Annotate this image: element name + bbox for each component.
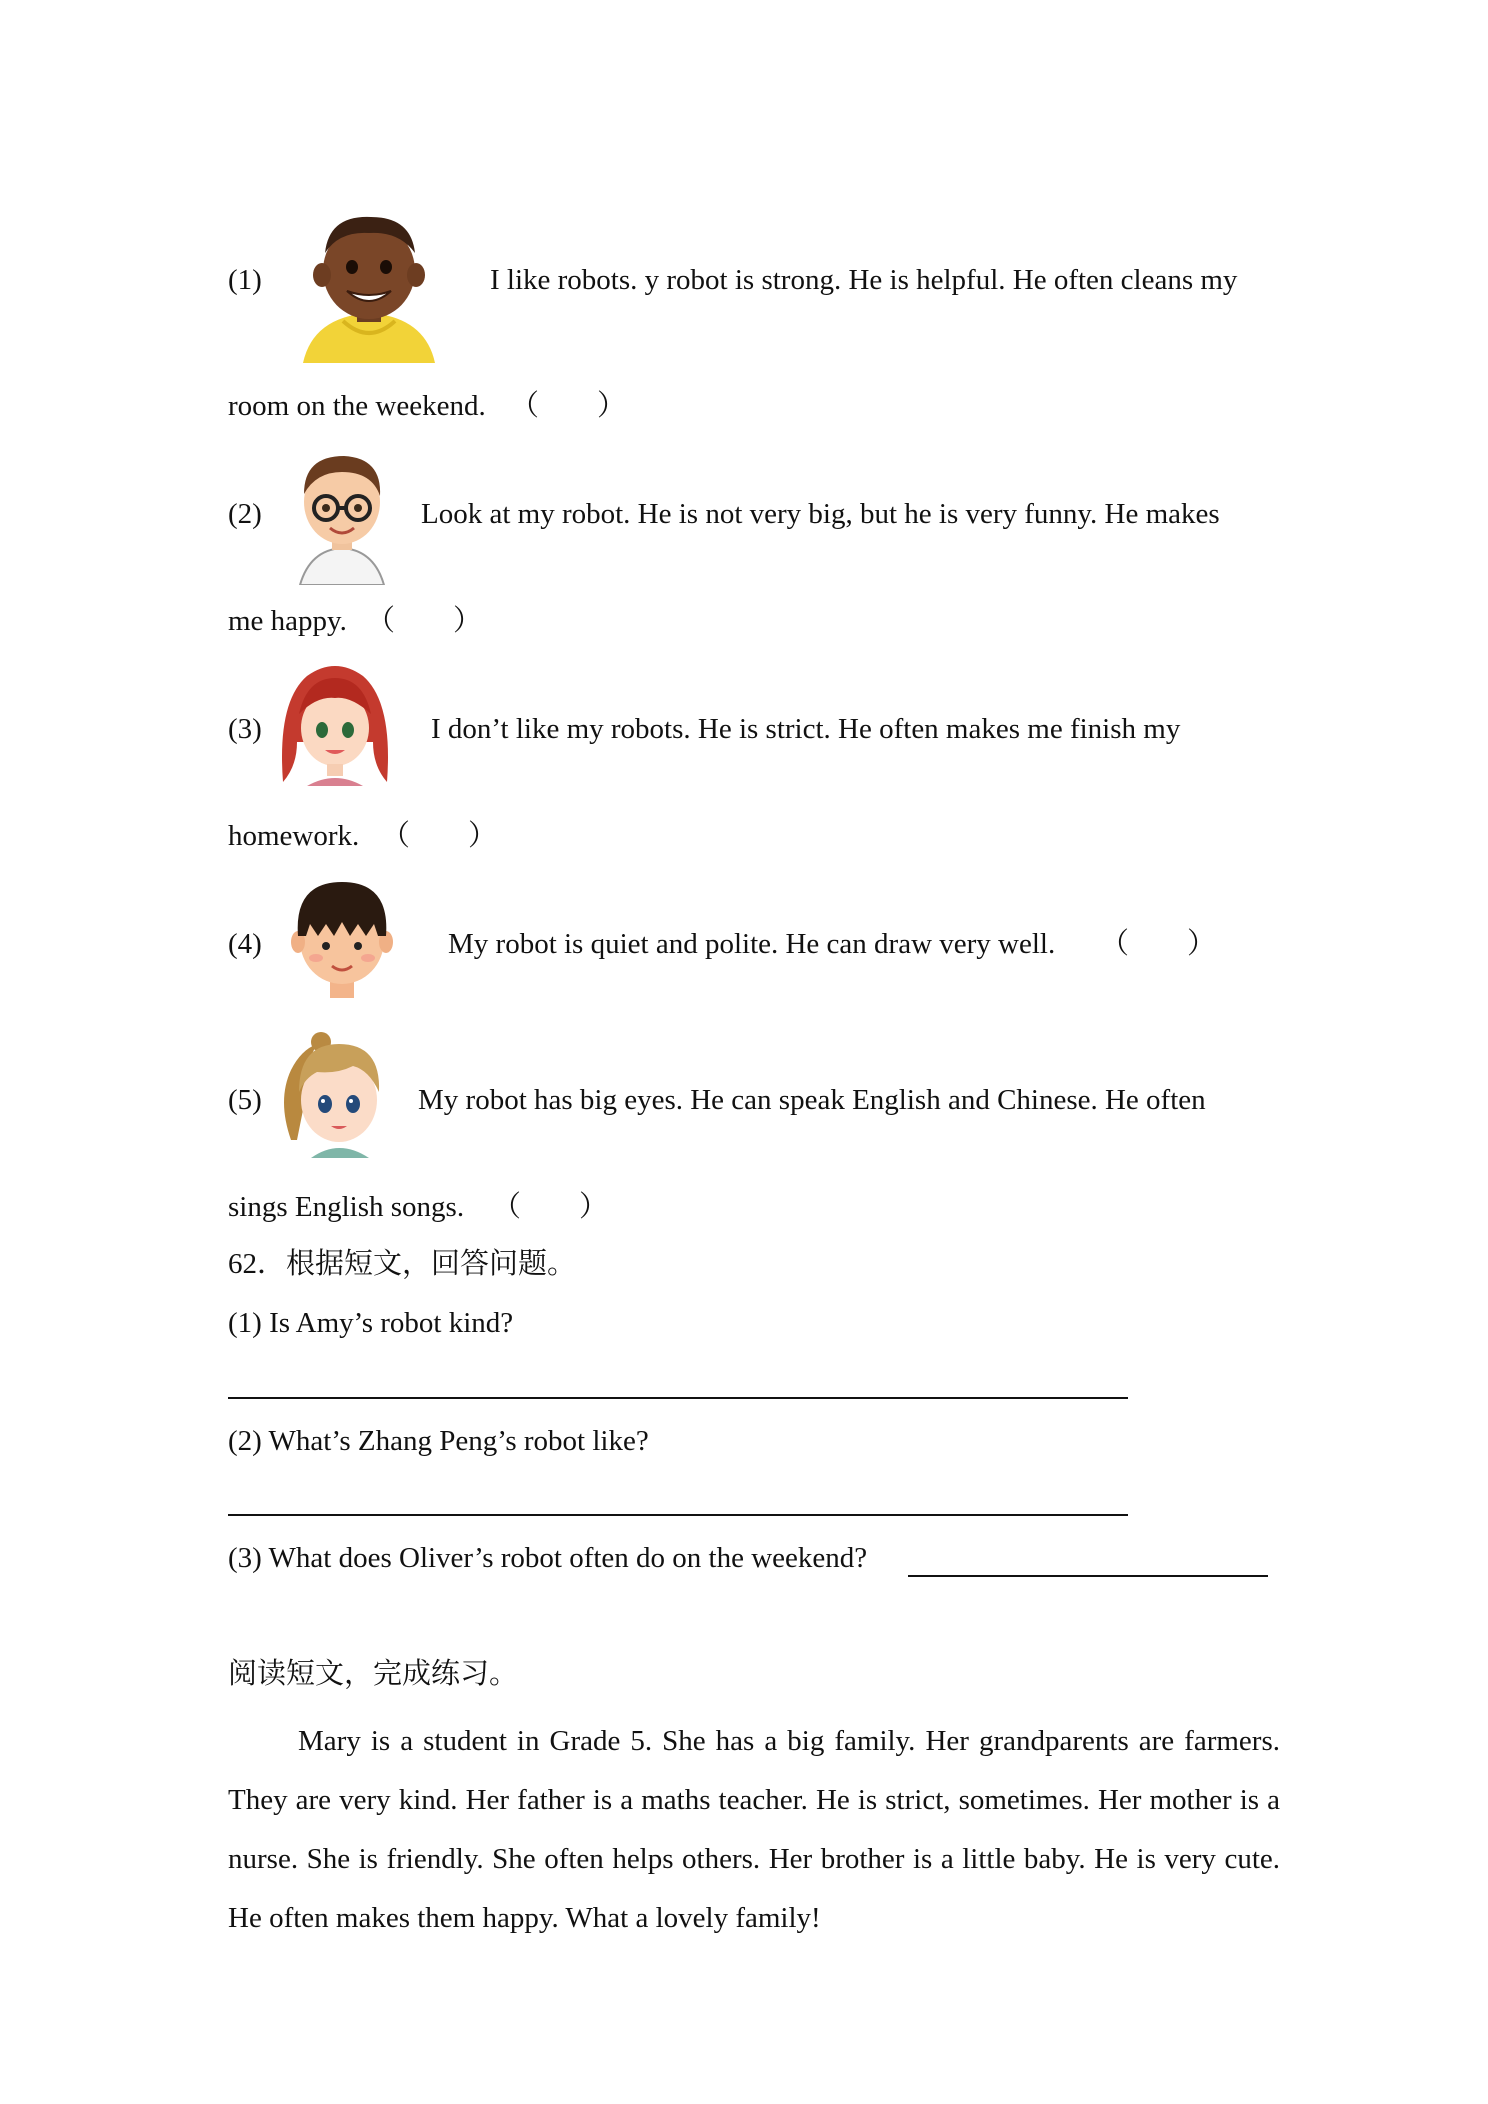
item-4-number: (4) [228,928,262,960]
item-1-text-line2: room on the weekend. [228,390,486,422]
q62-answer-line-2[interactable] [228,1514,1128,1516]
item-5-number: (5) [228,1084,262,1116]
item-2-text-line1: Look at my robot. He is not very big, but he is very funny. He makes [421,498,1220,530]
item-1-answer-bracket[interactable]: （ ） [510,390,627,422]
q62-question-2: (2) What’s Zhang Peng’s robot like? [228,1425,649,1457]
item-3-text-line2: homework. [228,820,360,852]
item-1-number: (1) [228,264,262,296]
item-3-text-line1: I don’t like my robots. He is strict. He often makes me finish my [431,713,1181,745]
item-5-text-line2: sings English songs. [228,1191,465,1223]
item-3-number: (3) [228,713,262,745]
q62-question-3: (3) What does Oliver’s robot often do on the weekend? [228,1542,868,1574]
q62-answer-line-3[interactable] [908,1575,1268,1577]
item-2-text-line2: me happy. [228,605,347,637]
item-5-text-line1: My robot has big eyes. He can speak English and Chinese. He often [418,1084,1206,1116]
boy-glasses-icon [292,450,392,585]
girl-red-hair-icon [277,662,393,786]
q62-answer-line-1[interactable] [228,1397,1128,1399]
boy-black-hair-icon [286,878,398,998]
item-4-text-line1: My robot is quiet and polite. He can draw very well. [448,928,1056,960]
item-2-number: (2) [228,498,262,530]
reading-title: 阅读短文，完成练习。 [228,1658,519,1690]
item-4-answer-bracket[interactable]: （ ） [1100,928,1217,960]
item-1-text-line1: I like robots. y robot is strong. He is helpful. He often cleans my [490,264,1238,296]
item-2-answer-bracket[interactable]: （ ） [366,605,483,637]
q62-title: 62．根据短文，回答问题。 [228,1248,577,1280]
reading-passage [228,1712,1280,1948]
item-5-answer-bracket[interactable]: （ ） [492,1191,609,1223]
girl-ponytail-icon [277,1030,395,1158]
q62-question-1: (1) Is Amy’s robot kind? [228,1307,514,1339]
boy-yellow-hoodie-icon [295,205,443,363]
item-3-answer-bracket[interactable]: （ ） [381,820,498,852]
reading-passage-text: Mary is a student in Grade 5. She has a big family. Her grandparents are farmers. They are very kind. Her father is a maths teacher. He is strict, sometimes. Her mother is a nurse. She is friendly. She often helps others. Her brother is a little baby. He is very cute. He often makes them happy. What a lovely family! [228,1725,1280,1934]
